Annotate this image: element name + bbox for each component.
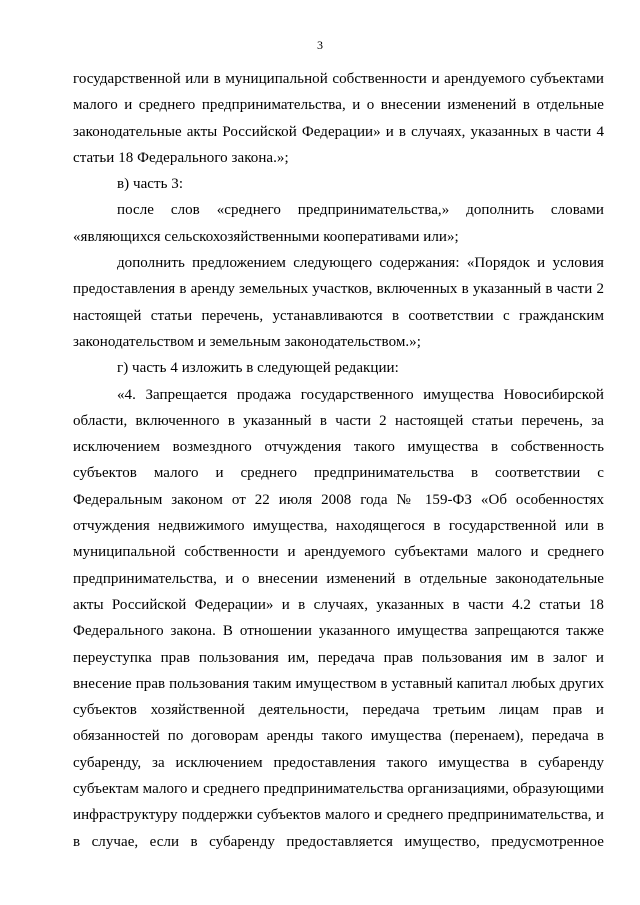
paragraph-after-words: после слов «среднего предпринимательства,» дополнить словами «являющихся сельскохозяйственными кооперативами или»; — [73, 202, 604, 245]
page-number: 3 — [317, 38, 323, 52]
document-body — [73, 66, 604, 855]
paragraph-part-4-text: «4. Запрещается продажа государственного имущества Новосибирской области, включенного в указанный в части 2 настоящей статьи перечень, за исключением возмездного отчуждения такого имущества в собственность субъектов малого и среднего предпринимательства в соответствии с Федеральным законом от 22 июля 2008 года № 159-ФЗ «Об особенностях отчуждения недвижимого имущества, находящегося в государственной или в муниципальной собственности и арендуемого субъектами малого и среднего предпринимательства, и о внесении изменений в отдельные законодательные акты Российской Федерации» и в случаях, указанных в части 4.2 статьи 18 Федерального закона. В отношении указанного имущества запрещаются также переуступка прав пользования им, передача прав пользования им в залог и внесение прав пользования таким имуществом в уставный капитал любых других субъектов хозяйственной деятельности, передача третьим лицам прав и обязанностей по договорам аренды такого имущества (перенаем), передача в субаренду, за исключением предоставления такого имущества в субаренду субъектам малого и среднего предпринимательства организациями, образующими инфраструктуру поддержки субъектов малого и среднего предпринимательства, и в случае, если в субаренду предоставляется имущество, предусмотренное — [73, 386, 604, 850]
paragraph-continuation: государственной или в муниципальной собственности и арендуемого субъектами малого и среднего предпринимательства, и о внесении изменений в отдельные законодательные акты Российской Федерации» и в случаях, указанных в части 4 статьи 18 Федерального закона.»; — [73, 71, 604, 166]
paragraph-item-g: г) часть 4 изложить в следующей редакции: — [117, 360, 399, 377]
paragraph-add-sentence: дополнить предложением следующего содержания: «Порядок и условия предоставления в аренду земельных участков, включенных в указанный в части 2 настоящей статьи перечень, устанавливаются в соответствии с гражданским законодательством и земельным законодательством.»; — [73, 255, 604, 350]
paragraph-item-v: в) часть 3: — [117, 176, 184, 193]
